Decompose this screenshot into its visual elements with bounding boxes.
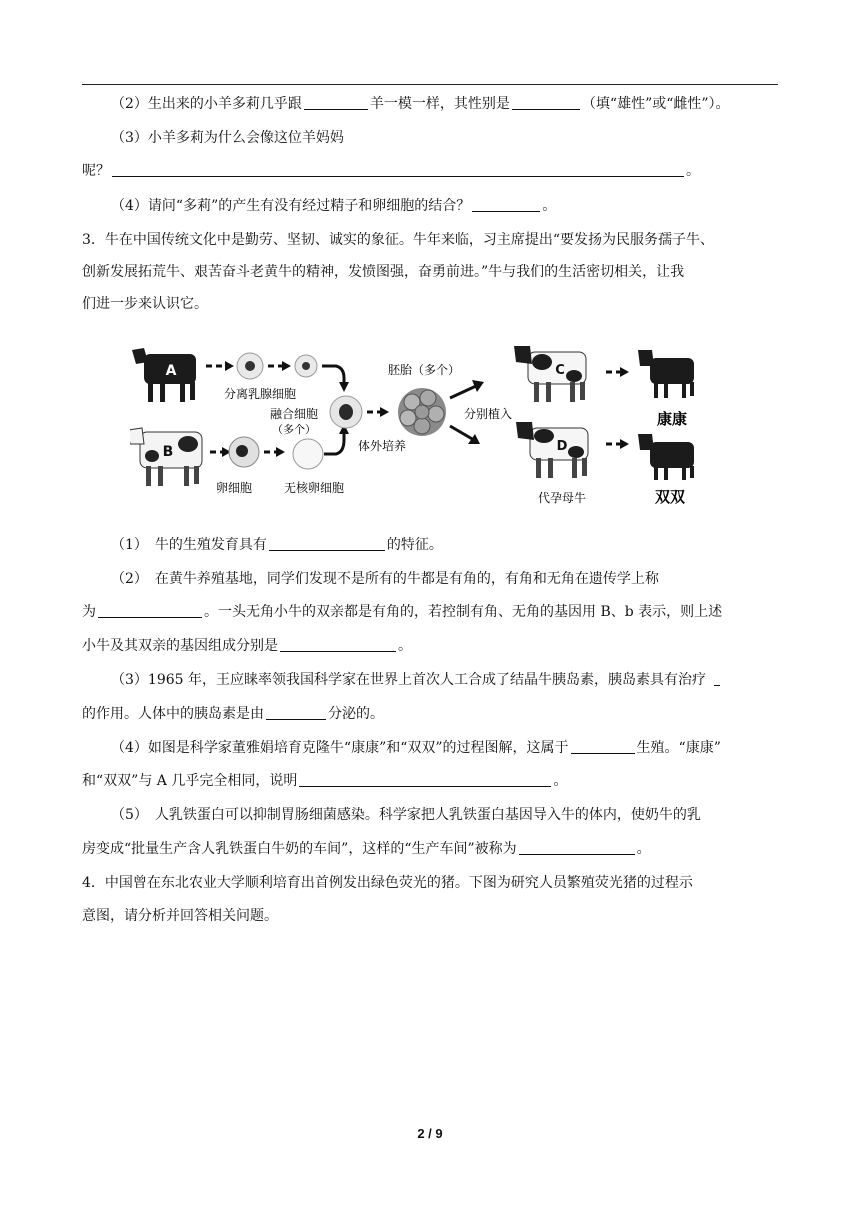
q2-part3-line2 xyxy=(82,161,782,181)
cow-c-icon xyxy=(514,346,586,402)
text: 意图，请分析并回答相关问题。 xyxy=(82,908,278,924)
arrow-dashed xyxy=(210,447,231,457)
answer-blank[interactable] xyxy=(714,671,720,686)
answer-blank[interactable] xyxy=(280,637,396,652)
cow-a-label: A xyxy=(165,363,177,379)
text: （3）1965 年，王应睐率领我国科学家在世界上首次人工合成了结晶牛胰岛素，胰岛素具有治疗 xyxy=(111,672,706,688)
text: 分泌的。 xyxy=(328,706,384,722)
text: （3）小羊多莉为什么会像这位羊妈妈 xyxy=(111,130,344,146)
calf-shuangshuang-icon xyxy=(638,434,694,480)
answer-blank[interactable] xyxy=(571,739,635,754)
cow-a-icon xyxy=(132,348,196,402)
embryo-icon xyxy=(398,388,446,436)
arrow-dashed xyxy=(606,367,629,377)
text: 3．牛在中国传统文化中是勤劳、坚韧、诚实的象征。牛年来临，习主席提出“要发扬为民服务孺子牛、 xyxy=(82,232,715,248)
arrow-curve xyxy=(322,366,344,384)
q3-sub5-line1 xyxy=(111,805,811,825)
text: （5） 人乳铁蛋白可以抑制胃肠细菌感染。科学家把人乳铁蛋白基因导入牛的体内，使奶牛的乳 xyxy=(111,807,701,823)
arrow-down xyxy=(450,426,480,444)
arrow-dashed xyxy=(206,361,234,371)
q3-intro-line2 xyxy=(82,262,782,282)
q3-sub5-line2 xyxy=(82,839,782,859)
q3-sub2-line3 xyxy=(82,636,782,656)
q3-sub2-line1 xyxy=(111,569,811,589)
text: 们进一步来认识它。 xyxy=(82,296,208,312)
label-implant: 分别植入 xyxy=(463,407,513,421)
label-enucleated: 无核卵细胞 xyxy=(283,481,345,495)
q3-sub4-line2 xyxy=(82,771,782,791)
cow-b-icon xyxy=(130,428,202,486)
label-fusion: 融合细胞 xyxy=(269,407,319,421)
q3-sub3-line2 xyxy=(82,704,782,724)
text: 为 xyxy=(82,604,96,620)
q3-intro-line3 xyxy=(82,294,782,314)
answer-blank[interactable] xyxy=(299,772,551,787)
page-number: 2 / 9 xyxy=(417,1126,443,1141)
q3-sub1 xyxy=(111,535,811,555)
answer-blank[interactable] xyxy=(512,95,580,110)
answer-blank[interactable] xyxy=(98,603,202,618)
answer-blank[interactable] xyxy=(304,95,368,110)
text: 。 xyxy=(636,841,651,857)
label-kangkang: 康康 xyxy=(656,410,688,428)
cow-c-label: C xyxy=(555,363,565,378)
arrow-dashed xyxy=(367,407,389,417)
text: 小牛及其双亲的基因组成分别是 xyxy=(82,638,278,654)
arrow-dashed xyxy=(606,439,629,449)
text: （2）生出来的小羊多莉几乎跟 xyxy=(111,96,302,112)
text: 。 xyxy=(686,163,700,179)
arrow-curve xyxy=(324,432,344,454)
text: 。 xyxy=(553,773,568,789)
text: 生殖。“康康” xyxy=(636,740,721,756)
enucleated-egg-icon xyxy=(293,439,323,469)
cow-d-label: D xyxy=(556,439,568,454)
text: 。 xyxy=(542,198,557,214)
label-culture: 体外培养 xyxy=(357,439,407,453)
text: 呢？ xyxy=(82,163,110,179)
text: （填“雄性”或“雌性”）。 xyxy=(581,96,730,112)
arrow-up xyxy=(450,380,484,398)
text: 和“双双”与 A 几乎完全相同，说明 xyxy=(82,773,298,789)
cow-b-label: B xyxy=(162,444,174,460)
text: （2） 在黄牛养殖基地，同学们发现不是所有的牛都是有角的，有角和无角在遗传学上称 xyxy=(111,571,659,587)
text: 羊一模一样，其性别是 xyxy=(369,96,510,112)
label-fusion-count: （多个） xyxy=(272,423,316,436)
label-egg: 卵细胞 xyxy=(215,481,253,495)
cow-d-icon xyxy=(516,422,588,478)
text: 。 xyxy=(398,638,412,654)
label-embryo: 胚胎（多个） xyxy=(387,363,461,377)
q2-part3-line1 xyxy=(111,128,811,148)
arrow-dashed xyxy=(268,361,291,371)
q2-part2 xyxy=(111,94,811,114)
answer-blank[interactable] xyxy=(519,840,635,855)
label-mammary: 分离乳腺细胞 xyxy=(223,387,297,401)
answer-blank[interactable] xyxy=(269,536,385,551)
text: （4）如图是科学家董雅娟培育克隆牛“康康”和“双双”的过程图解，这属于 xyxy=(111,740,569,756)
text: 的作用。人体中的胰岛素是由 xyxy=(82,706,264,722)
q4-line1 xyxy=(82,873,782,893)
calf-kangkang-icon xyxy=(638,350,694,398)
answer-blank[interactable] xyxy=(112,162,684,177)
text: 房变成“批量生产含人乳铁蛋白牛奶的车间”，这样的“生产车间”被称为 xyxy=(82,841,517,857)
label-shuangshuang: 双双 xyxy=(654,488,686,506)
header-rule xyxy=(82,84,778,85)
answer-blank[interactable] xyxy=(266,705,326,720)
cloning-process-diagram xyxy=(130,332,705,512)
text: 创新发展拓荒牛、艰苦奋斗老黄牛的精神，发愤图强，奋勇前进。”牛与我们的生活密切相关，让我 xyxy=(82,264,685,280)
q3-intro-line1 xyxy=(82,230,782,250)
answer-blank[interactable] xyxy=(472,197,540,212)
text: 。一头无角小牛的双亲都是有角的，若控制有角、无角的基因用 B、b 表示，则上述 xyxy=(204,604,723,620)
q3-sub3-line1 xyxy=(111,670,811,690)
q2-part4 xyxy=(111,196,811,216)
arrow-dashed xyxy=(264,447,285,457)
q4-line2 xyxy=(82,906,782,926)
text: （1） 牛的生殖发育具有 xyxy=(111,537,267,553)
text: 的特征。 xyxy=(386,537,443,553)
q3-sub2-line2 xyxy=(82,602,782,622)
text: 4．中国曾在东北农业大学顺利培育出首例发出绿色荧光的猪。下图为研究人员繁殖荧光猪的过程示 xyxy=(82,875,693,891)
label-surrogate: 代孕母牛 xyxy=(537,491,587,505)
q3-sub4-line1 xyxy=(111,738,811,758)
text: （4）请问“多莉”的产生有没有经过精子和卵细胞的结合？ xyxy=(111,198,471,214)
